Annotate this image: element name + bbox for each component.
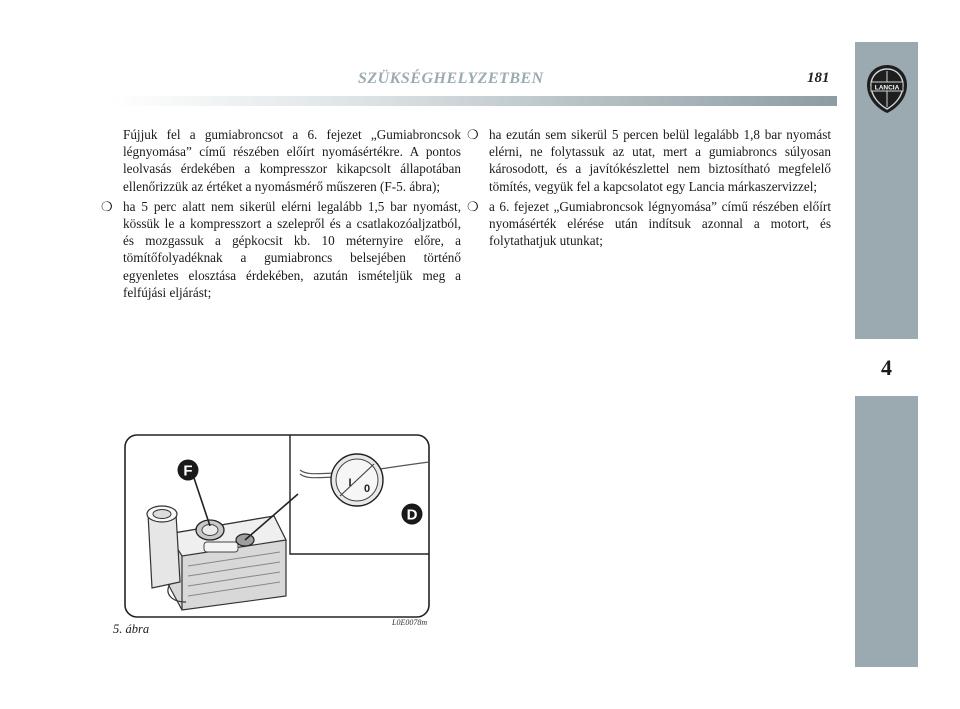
- section-title: SZÜKSÉGHELYZETBEN: [358, 70, 544, 87]
- left-column: [101, 126, 461, 301]
- bullet-icon: ❍: [467, 127, 479, 142]
- lancia-logo-icon: [862, 63, 912, 115]
- bullet-text: ha 5 perc alatt nem sikerül elérni legalább 1,5 bar nyomást, kössük le a kompresszort a szelepről és a csatlakozóaljzatból, és mozgassuk a gépkocsit kb. 10 méternyire előre, a tömítőfolyadéknak a gumiabroncs belsejében történő egyenletes elosztása érdekében, azután ismételjük meg a felfújási eljárást;: [123, 198, 461, 300]
- figure-caption: 5. ábra: [113, 622, 150, 636]
- switch-off-label: 0: [363, 483, 371, 495]
- chapter-tab: [855, 339, 918, 396]
- page-number: 181: [807, 70, 830, 86]
- header-rule: [110, 96, 837, 106]
- label-f: F: [183, 462, 193, 480]
- bullet-text: ha ezután sem sikerül 5 percen belül legalább 1,8 bar nyomást elérni, ne folytassuk az utat, mert a gumiabroncs súlyosan károsodott, és a javítókészlettel nem biztosítható megfelelő tömítés, vegyük fel a kapcsolatot egy Lancia márkaszervizzel;: [489, 127, 831, 194]
- right-column: [467, 126, 831, 249]
- intro-paragraph: Fújjuk fel a gumiabroncsot a 6. fejezet „Gumiabroncsok légnyomása” című részében előírt nyomásértékre. A pontos leolvasás érdekében a kompresszor kikapcsolt állapotában ellenőrizzük az értéket a nyomásmérő műszeren (F-5. ábra);: [123, 127, 461, 194]
- bullet-item: [467, 198, 831, 250]
- figure-code: L0E0078m: [392, 618, 428, 627]
- bullet-text: a 6. fejezet „Gumiabroncsok légnyomása” című részében előírt nyomásérték elérése után indítsuk azonnal a motort, és folytathatjuk utunkat;: [489, 198, 831, 249]
- label-f-badge: [178, 460, 199, 481]
- label-d: D: [406, 506, 418, 524]
- compressor-figure: [124, 434, 430, 618]
- logo-text: LANCIA: [874, 84, 900, 92]
- switch-on-label: I: [348, 477, 352, 489]
- power-switch-icon: [331, 454, 383, 506]
- bullet-icon: ❍: [101, 198, 113, 214]
- bullet-icon: ❍: [467, 198, 479, 214]
- bullet-item: [467, 126, 831, 195]
- label-d-badge: [402, 504, 423, 525]
- chapter-number: 4: [881, 355, 892, 380]
- bullet-item: [101, 198, 461, 301]
